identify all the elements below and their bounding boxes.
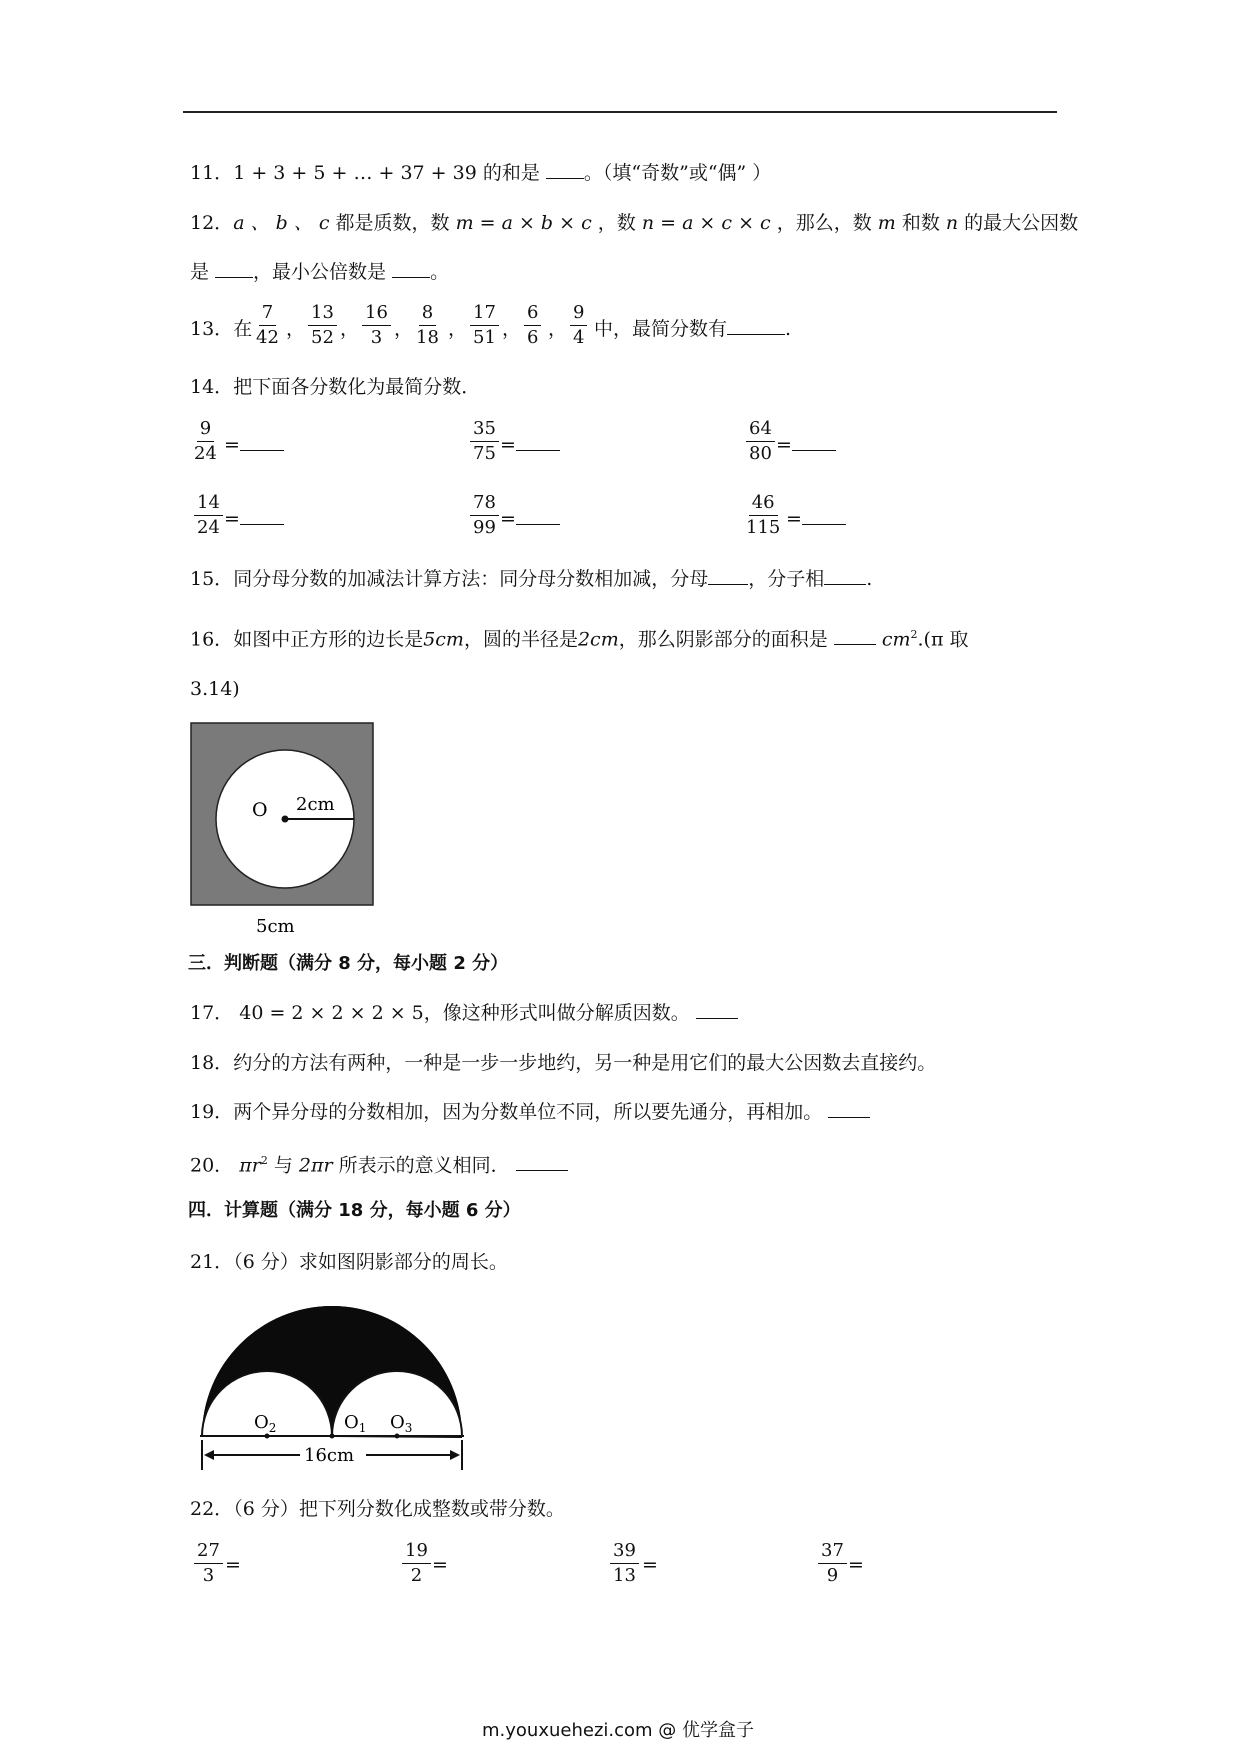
denominator: 75 (473, 443, 496, 464)
question-text: 所表示的意义相同． (332, 1154, 510, 1177)
math-variable: n (945, 212, 959, 234)
answer-blank[interactable] (240, 506, 284, 525)
question-text: ，像这种形式叫做分解质因数。 (423, 1002, 690, 1024)
denominator: 2 (410, 1565, 423, 1586)
equals-sign: = (848, 1554, 864, 1576)
question-number: 15． (190, 568, 234, 590)
denominator: 18 (416, 327, 439, 348)
answer-blank[interactable] (516, 432, 560, 451)
question-number: 14． (190, 376, 234, 398)
denominator: 9 (826, 1565, 839, 1586)
equals-sign: = (225, 1554, 241, 1576)
question-text: 同分母分数的加减法计算方法：同分母分数相加减，分母 (233, 568, 709, 590)
fraction (194, 1540, 223, 1587)
separator: ， (448, 318, 468, 340)
question-number: 22． (190, 1498, 234, 1520)
answer-blank[interactable] (792, 432, 836, 451)
question-19 (190, 1099, 870, 1125)
fraction (194, 418, 217, 465)
question-number: 17． (190, 1002, 234, 1024)
fraction (746, 492, 780, 539)
question-text: ，那么，数 (770, 212, 878, 234)
perimeter-expression: 2πr (298, 1154, 333, 1177)
fraction (570, 302, 587, 349)
answer-blank[interactable] (240, 432, 284, 451)
header-rule (183, 111, 1057, 113)
question-text: 把下面各分数化为最简分数． (233, 376, 481, 398)
question-17 (190, 1000, 738, 1026)
answer-blank[interactable] (215, 259, 253, 278)
separator: ， (548, 318, 568, 340)
factorization-expression: 40 = 2 × 2 × 2 × 5 (239, 1002, 424, 1024)
denominator: 24 (194, 443, 217, 464)
question-12-line-2 (190, 259, 449, 285)
numerator: 27 (194, 1540, 223, 1564)
question-text: （6 分）求如图阴影部分的周长。 (233, 1251, 508, 1273)
answer-blank[interactable] (834, 626, 876, 645)
answer-blank[interactable] (802, 506, 846, 525)
question-text: 是 (190, 261, 216, 283)
arrow-left-icon (204, 1450, 214, 1460)
separator: ， (286, 318, 306, 340)
numerator: 6 (524, 302, 541, 326)
question-number: 13． (190, 318, 234, 340)
equals-sign: = (786, 508, 802, 530)
question-number: 20． (190, 1154, 234, 1177)
section-3-title: 三．判断题（满分 8 分，每小题 2 分） (188, 953, 509, 974)
question-20 (190, 1148, 568, 1178)
fraction (256, 302, 279, 349)
denominator: 24 (197, 517, 220, 538)
fraction (308, 302, 337, 349)
question-text: 中，最简分数有 (594, 318, 728, 340)
fraction (194, 492, 223, 539)
fraction (818, 1540, 847, 1587)
numerator: 16 (362, 302, 391, 326)
equals-sign: = (642, 1554, 658, 1576)
label-o2: $O_2$ (254, 1412, 277, 1435)
equals-with-blank (224, 432, 284, 456)
denominator: 13 (613, 1565, 636, 1586)
question-11 (190, 160, 771, 186)
answer-blank[interactable] (708, 566, 748, 585)
denominator: 3 (202, 1565, 215, 1586)
numerator: 9 (197, 418, 214, 442)
math-expression-n: n = a × c × c (641, 212, 771, 234)
numerator: 37 (818, 1540, 847, 1564)
numerator: 46 (749, 492, 778, 516)
equals-sign: = (500, 434, 516, 456)
question-13-suffix (594, 316, 791, 342)
fraction (610, 1540, 639, 1587)
numerator: 9 (570, 302, 587, 326)
center-label: O (252, 799, 268, 821)
fraction (524, 302, 541, 349)
equals-with-blank (500, 506, 560, 530)
answer-blank[interactable] (727, 316, 785, 335)
question-22 (190, 1496, 565, 1522)
question-text: 在 (233, 318, 253, 340)
question-number: 11． (190, 162, 234, 184)
question-18 (190, 1050, 936, 1076)
denominator: 52 (311, 327, 334, 348)
sum-expression: 1 + 3 + 5 + … + 37 + 39 (233, 162, 477, 184)
answer-blank[interactable] (546, 160, 584, 179)
math-variable: m (877, 212, 896, 234)
denominator: 6 (527, 327, 539, 348)
question-13-number (190, 316, 252, 342)
equals-sign: = (500, 508, 516, 530)
square-circle-figure (190, 722, 380, 938)
question-text: 的和是 (476, 162, 546, 184)
numerator: 19 (402, 1540, 431, 1564)
area-expression: πr (239, 1154, 261, 1177)
question-text: 。（填“奇数”或“偶” ） (583, 162, 772, 184)
numerator: 39 (610, 1540, 639, 1564)
answer-blank[interactable] (516, 506, 560, 525)
equals-sign: = (224, 508, 240, 530)
question-text: .(π 取 (917, 628, 969, 651)
question-number: 18． (190, 1052, 234, 1074)
radius-length: 2cm (577, 628, 619, 651)
question-12-line-1 (190, 210, 1078, 236)
answer-blank[interactable] (516, 1152, 568, 1171)
fraction (470, 492, 499, 539)
question-text: 和数 (895, 212, 946, 234)
numerator: 17 (470, 302, 499, 326)
side-length: 5cm (423, 628, 464, 651)
numerator: 64 (746, 418, 775, 442)
footer-watermark: m.youxuehezi.com @ 优学盒子 (482, 1720, 755, 1741)
answer-blank[interactable] (828, 1099, 870, 1118)
denominator: 99 (473, 517, 496, 538)
denominator: 115 (746, 517, 781, 538)
period: . (866, 568, 873, 590)
fraction (402, 1540, 431, 1587)
question-text: 两个异分母的分数相加，因为分数单位不同，所以要先通分，再相加。 (233, 1101, 823, 1123)
question-text: 的最大公因数 (958, 212, 1079, 234)
separator: ， (502, 318, 522, 340)
equals-with-blank (224, 506, 284, 530)
question-text: 如图中正方形的边长是 (233, 628, 424, 651)
equals-sign: = (776, 434, 792, 456)
equals-with-blank (776, 432, 836, 456)
center-o3 (395, 1434, 400, 1439)
question-text: 都是质数，数 (329, 212, 456, 234)
superscript: 2 (260, 1154, 268, 1167)
label-o3: $O_3$ (390, 1412, 413, 1435)
fraction (470, 302, 499, 349)
math-expression-m: m = a × b × c (455, 212, 592, 234)
numerator: 78 (470, 492, 499, 516)
question-text: ，最小公倍数是 (253, 261, 393, 283)
question-16-line-2: 3.14) (190, 678, 240, 700)
question-text: ，圆的半径是 (463, 628, 578, 651)
question-15 (190, 566, 872, 592)
radius-label: 2cm (296, 794, 335, 815)
question-16-line-1 (190, 622, 968, 652)
question-14 (190, 374, 480, 400)
arrow-right-icon (450, 1450, 460, 1460)
numerator: 8 (419, 302, 436, 326)
question-text: 约分的方法有两种，一种是一步一步地约，另一种是用它们的最大公因数去直接约。 (233, 1052, 937, 1074)
numerator: 7 (259, 302, 276, 326)
denominator: 3 (370, 327, 383, 348)
question-text: （6 分）把下列分数化成整数或带分数。 (233, 1498, 565, 1520)
math-variables: a 、 b 、 c (233, 212, 330, 234)
superscript: 2 (910, 628, 918, 641)
period: . (785, 318, 792, 340)
length-label: 16cm (304, 1445, 355, 1466)
fraction (746, 418, 775, 465)
separator: ， (394, 318, 414, 340)
equals-sign: = (432, 1554, 448, 1576)
question-text: 。 (430, 261, 450, 283)
equals-sign: = (224, 434, 240, 456)
numerator: 13 (308, 302, 337, 326)
question-21 (190, 1249, 508, 1275)
denominator: 4 (573, 327, 585, 348)
fraction (362, 302, 391, 349)
equals-with-blank (786, 506, 846, 530)
denominator: 42 (256, 327, 279, 348)
answer-blank[interactable] (696, 1000, 738, 1019)
unit: cm (881, 628, 911, 651)
question-text: ，数 (591, 212, 642, 234)
question-text: ，分子相 (748, 568, 825, 590)
side-label: 5cm (256, 916, 295, 937)
question-text: 与 (267, 1154, 299, 1177)
question-number: 21． (190, 1251, 234, 1273)
numerator: 14 (194, 492, 223, 516)
denominator: 80 (749, 443, 772, 464)
center-o1 (330, 1434, 335, 1439)
answer-blank[interactable] (392, 259, 430, 278)
separator: ， (340, 318, 360, 340)
fraction (470, 418, 499, 465)
question-number: 19． (190, 1101, 234, 1123)
answer-blank[interactable] (824, 566, 866, 585)
question-text: ，那么阴影部分的面积是 (618, 628, 828, 651)
question-number: 16． (190, 628, 234, 651)
semicircles-figure (196, 1288, 470, 1474)
question-number: 12． (190, 212, 234, 234)
label-o1: $O_1$ (344, 1412, 367, 1435)
numerator: 35 (470, 418, 499, 442)
equals-with-blank (500, 432, 560, 456)
denominator: 51 (473, 327, 496, 348)
section-4-title: 四．计算题（满分 18 分，每小题 6 分） (188, 1200, 521, 1221)
fraction (416, 302, 439, 349)
